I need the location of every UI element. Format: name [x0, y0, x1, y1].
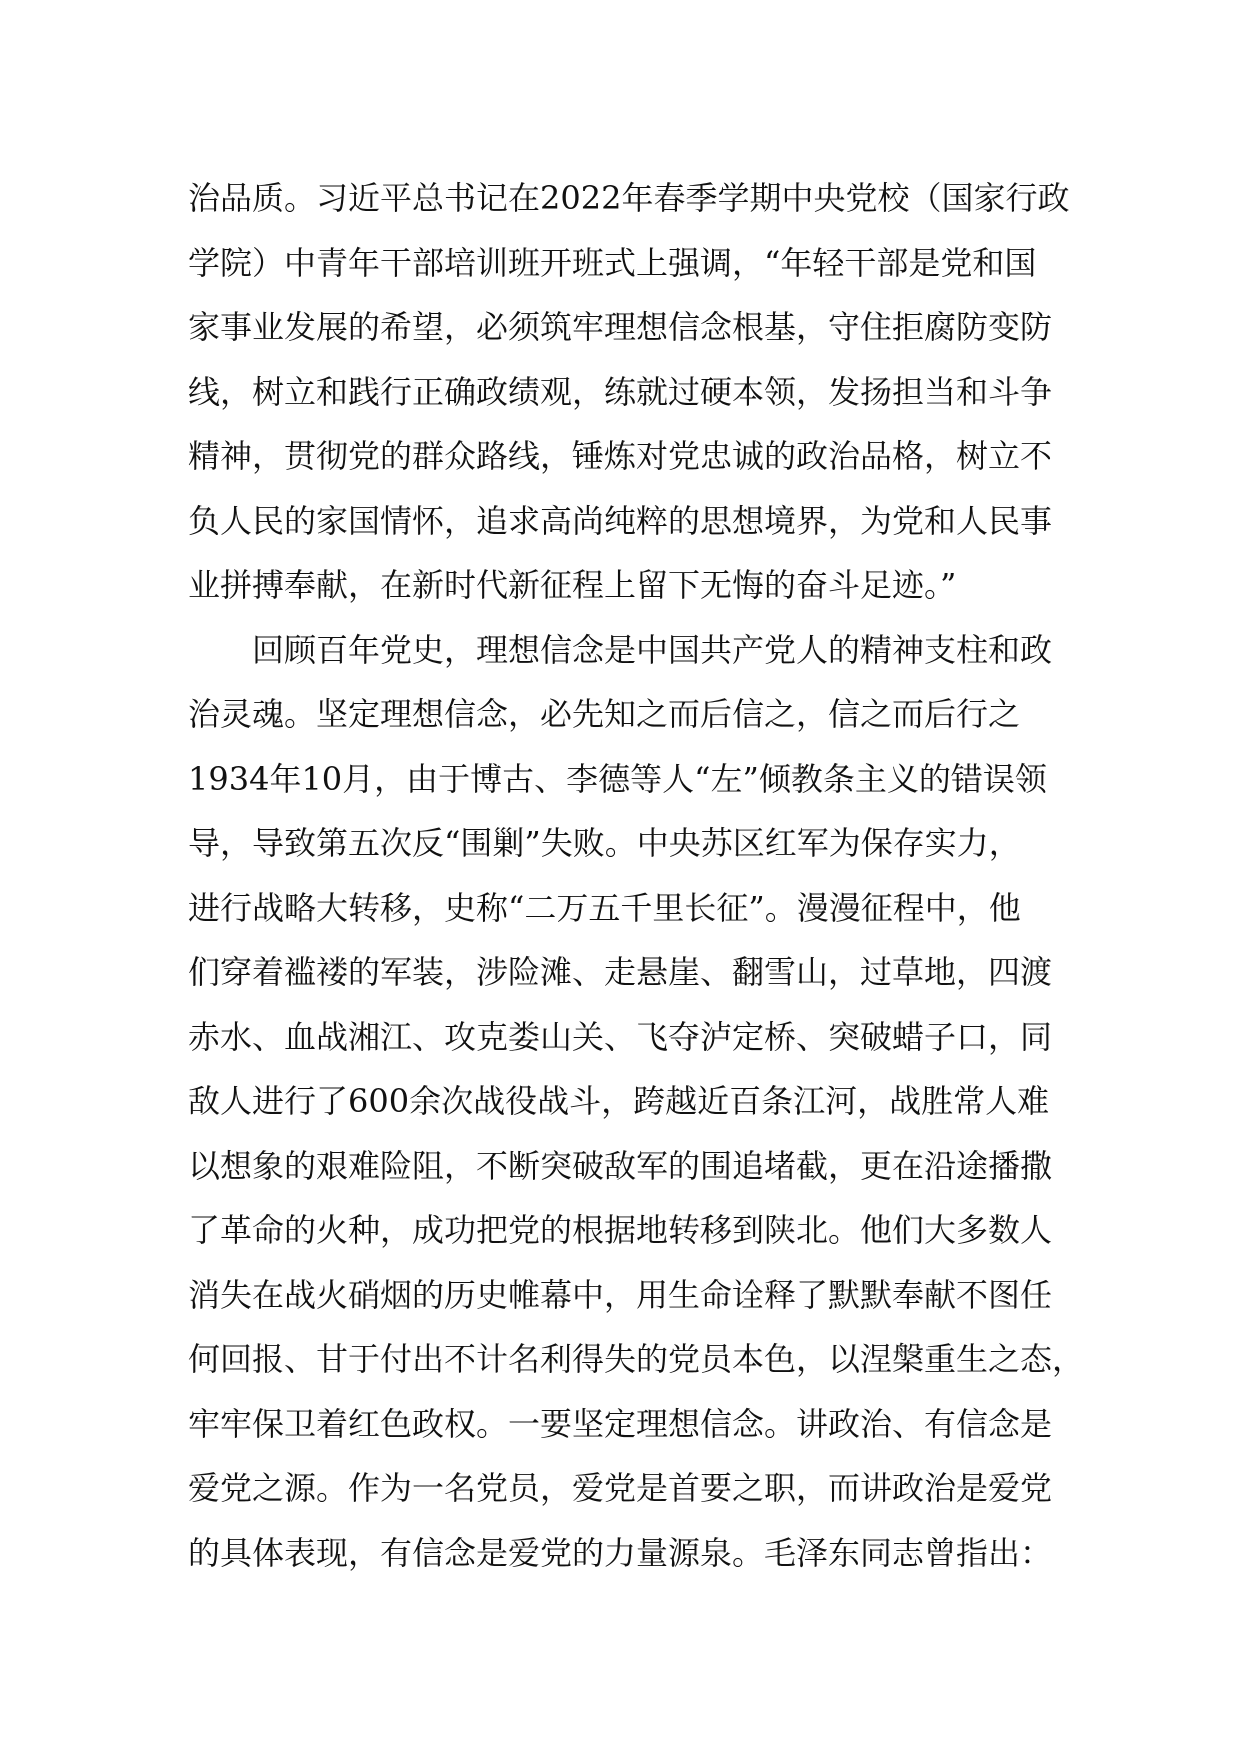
text-line: 进行战略大转移，史称“二万五千里长征”。漫漫征程中，他 [188, 888, 1021, 927]
text-line: 们穿着褴褛的军装，涉险滩、走悬崖、翻雪山，过草地，四渡 [188, 953, 1053, 991]
text-line: 负人民的家国情怀，追求高尚纯粹的思想境界，为党和人民事 [188, 501, 1053, 540]
text-line: 爱党之源。作为一名党员，爱党是首要之职，而讲政治是爱党 [188, 1469, 1053, 1507]
text-line: 业拼搏奉献，在新时代新征程上留下无悔的奋斗足迹。” [188, 566, 957, 604]
text-line: 以想象的艰难险阻，不断突破敌军的围追堵截，更在沿途播撒 [188, 1146, 1053, 1185]
text-line: 家事业发展的希望，必须筑牢理想信念根基，守住拒腐防变防 [188, 308, 1053, 346]
text-line: 治品质。习近平总书记在2022年春季学期中央党校（国家行政 [188, 179, 1070, 217]
text-line: 敌人进行了600余次战役战斗，跨越近百条江河，战胜常人难 [188, 1082, 1050, 1120]
text-line: 学院）中青年干部培训班开班式上强调，“年轻干部是党和国 [188, 243, 1037, 282]
paragraph-start-line: 回顾百年党史，理想信念是中国共产党人的精神支柱和政 [252, 630, 1053, 669]
body-text [188, 166, 1088, 1585]
text-line: 了革命的火种，成功把党的根据地转移到陕北。他们大多数人 [188, 1211, 1053, 1249]
text-line: 何回报、甘于付出不计名利得失的党员本色，以涅槃重生之态， [188, 1340, 1085, 1378]
text-line: 消失在战火硝烟的历史帷幕中，用生命诠释了默默奉献不图任 [188, 1275, 1053, 1314]
text-line: 精神，贯彻党的群众路线，锤炼对党忠诚的政治品格，树立不 [188, 437, 1053, 475]
text-line: 线，树立和践行正确政绩观，练就过硬本领，发扬担当和斗争 [188, 372, 1053, 411]
text-line: 的具体表现，有信念是爱党的力量源泉。毛泽东同志曾指出： [188, 1533, 1053, 1572]
text-line: 治灵魂。坚定理想信念，必先知之而后信之，信之而后行之 [188, 695, 1021, 733]
text-line: 导，导致第五次反“围剿”失败。中央苏区红军为保存实力， [188, 824, 1021, 862]
text-line: 牢牢保卫着红色政权。一要坚定理想信念。讲政治、有信念是 [188, 1404, 1053, 1443]
text-line: 1934年10月，由于博古、李德等人“左”倾教条主义的错误领 [188, 759, 1047, 798]
text-line: 赤水、血战湘江、攻克娄山关、飞夺泸定桥、突破蜡子口，同 [188, 1017, 1053, 1056]
